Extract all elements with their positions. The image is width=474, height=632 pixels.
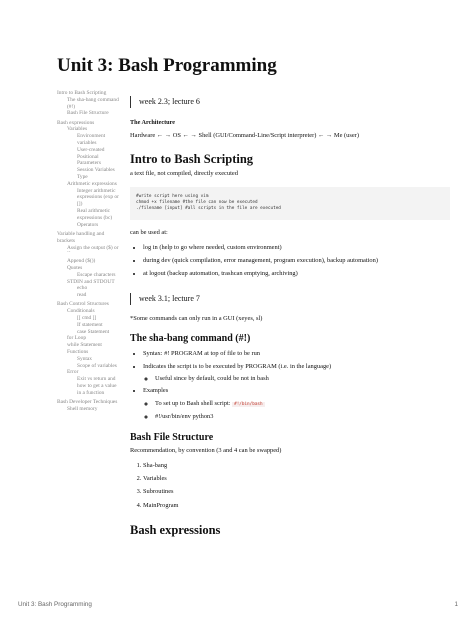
list-item xyxy=(143,361,450,386)
toc-item[interactable]: Variable handling and brackets xyxy=(57,230,105,244)
list-item: 1. Sha-bang xyxy=(143,459,450,472)
list-item: • at logout (backup automation, trashcan emptying, archiving) xyxy=(143,268,450,281)
toc-item[interactable]: Variables xyxy=(67,126,88,133)
toc-item[interactable]: Bash Developer Techniques xyxy=(57,399,118,406)
inline-code: #!/bin/bash xyxy=(234,401,263,407)
toc-item[interactable]: Session Variables xyxy=(77,167,115,174)
toc-item[interactable]: Functions xyxy=(67,348,89,355)
toc-item[interactable]: Bash Control Structures xyxy=(57,301,109,308)
toc-item[interactable]: Intro to Bash Scripting xyxy=(57,90,107,96)
list-item: ◦ #!/usr/bin/env python3 xyxy=(155,411,450,423)
list-item: 4. MainProgram xyxy=(143,499,450,512)
structure-list xyxy=(130,459,450,512)
toc-item[interactable]: The sha-bang command (#!) xyxy=(67,96,119,110)
toc-item[interactable]: Type xyxy=(77,174,88,181)
toc-item[interactable]: Syntax xyxy=(77,355,92,362)
toc-item[interactable]: STDIN and STDOUT xyxy=(67,278,115,285)
toc-item[interactable]: Escape characters xyxy=(77,271,116,278)
shabang-list xyxy=(130,348,450,423)
toc-item[interactable]: case Statement xyxy=(77,328,110,335)
toc-item[interactable]: Environment variables xyxy=(77,133,106,147)
week-callout: week 3.1; lecture 7 xyxy=(130,293,450,305)
nested-list xyxy=(143,398,450,424)
toc-item[interactable]: Error xyxy=(67,369,79,376)
toc-item[interactable]: Conditionals xyxy=(67,308,95,315)
toc-item[interactable]: Arithmetic expressions xyxy=(67,180,117,187)
week-callout: week 2.3; lecture 6 xyxy=(130,96,450,108)
toc-item[interactable]: Integer arithmetic expressions (exp or []) xyxy=(77,187,119,208)
structure-text: Recommendation, by convention (3 and 4 can be swapped) xyxy=(130,446,282,454)
list-item: 3. Subroutines xyxy=(143,485,450,498)
list-item xyxy=(155,398,450,411)
list-item-text: Indicates the script is to be executed by PROGRAM (i.e. in the language) xyxy=(143,362,332,370)
used-at-label: can be used at: xyxy=(130,228,168,236)
toc-item[interactable]: Real arithmetic expressions (bc) xyxy=(77,208,113,221)
list-item: 2. Variables xyxy=(143,472,450,485)
architecture-line: Hardware ← → OS ← → Shell (GUI/Command-Line/Script interpreter) ← → Me (user) xyxy=(130,131,359,139)
main-content xyxy=(130,96,450,538)
expressions-heading: Bash expressions xyxy=(130,522,221,537)
list-item: • during dev (quick compilation, error management, program execution), backup automation) xyxy=(143,255,450,268)
list-item: • log in (help to go where needed, custom environment) xyxy=(143,242,450,255)
toc-item[interactable]: Bash File Structure xyxy=(67,110,109,117)
toc-item[interactable]: [[ cmd ]] xyxy=(77,315,97,321)
used-at-list xyxy=(130,242,450,280)
toc-item[interactable]: Scope of variables xyxy=(77,362,117,369)
structure-heading: Bash File Structure xyxy=(130,431,214,443)
toc-item[interactable]: If statement xyxy=(77,321,103,328)
toc-item[interactable]: read xyxy=(77,292,87,299)
code-line: chmod +x filename #the file can now be executed xyxy=(136,199,258,205)
list-item: • Syntax: #! PROGRAM at top of file to be run xyxy=(143,348,450,360)
toc-item[interactable]: for Loop xyxy=(67,335,87,342)
toc-item[interactable]: Append ($()) xyxy=(67,258,96,265)
toc-item[interactable]: Shell memory xyxy=(67,405,98,412)
code-line: ./filename [input] #all scripts in the file are executed xyxy=(136,206,281,212)
footer-title: Unit 3: Bash Programming xyxy=(18,601,92,608)
list-item xyxy=(143,385,450,423)
list-item: ◦ Useful since by default, could be not in bash xyxy=(155,373,450,385)
example-text: To set up to Bash shell script: xyxy=(155,399,233,407)
page-title: Unit 3: Bash Programming xyxy=(57,55,277,76)
architecture-heading: The Architecture xyxy=(130,119,175,126)
toc-item[interactable]: Exit vs return and how to get a value in a function xyxy=(77,376,117,396)
table-of-contents xyxy=(57,90,119,413)
list-item-text: Examples xyxy=(143,387,169,395)
code-line: #write script here using vim xyxy=(136,193,209,199)
toc-item[interactable]: while Statement xyxy=(67,342,102,349)
toc-item[interactable]: Bash expressions xyxy=(57,119,95,126)
gui-note: *Some commands can only run in a GUI (xeyes, sl) xyxy=(130,314,263,322)
toc-item[interactable]: Positional Parameters xyxy=(77,153,101,167)
toc-item[interactable]: Quotes xyxy=(67,264,83,271)
shabang-heading: The sha-bang command (#!) xyxy=(130,333,251,345)
intro-text: a text file, not compiled, directly executed xyxy=(130,170,238,177)
page-number: 1 xyxy=(454,601,458,608)
code-block xyxy=(130,187,450,220)
toc-item[interactable]: Operators xyxy=(77,221,99,228)
intro-heading: Intro to Bash Scripting xyxy=(130,152,254,166)
toc-item[interactable]: User-created xyxy=(77,146,105,153)
toc-item[interactable]: Assign the output ($) or `` xyxy=(67,244,119,258)
toc-item[interactable]: echo xyxy=(77,285,88,292)
nested-list xyxy=(143,373,450,385)
